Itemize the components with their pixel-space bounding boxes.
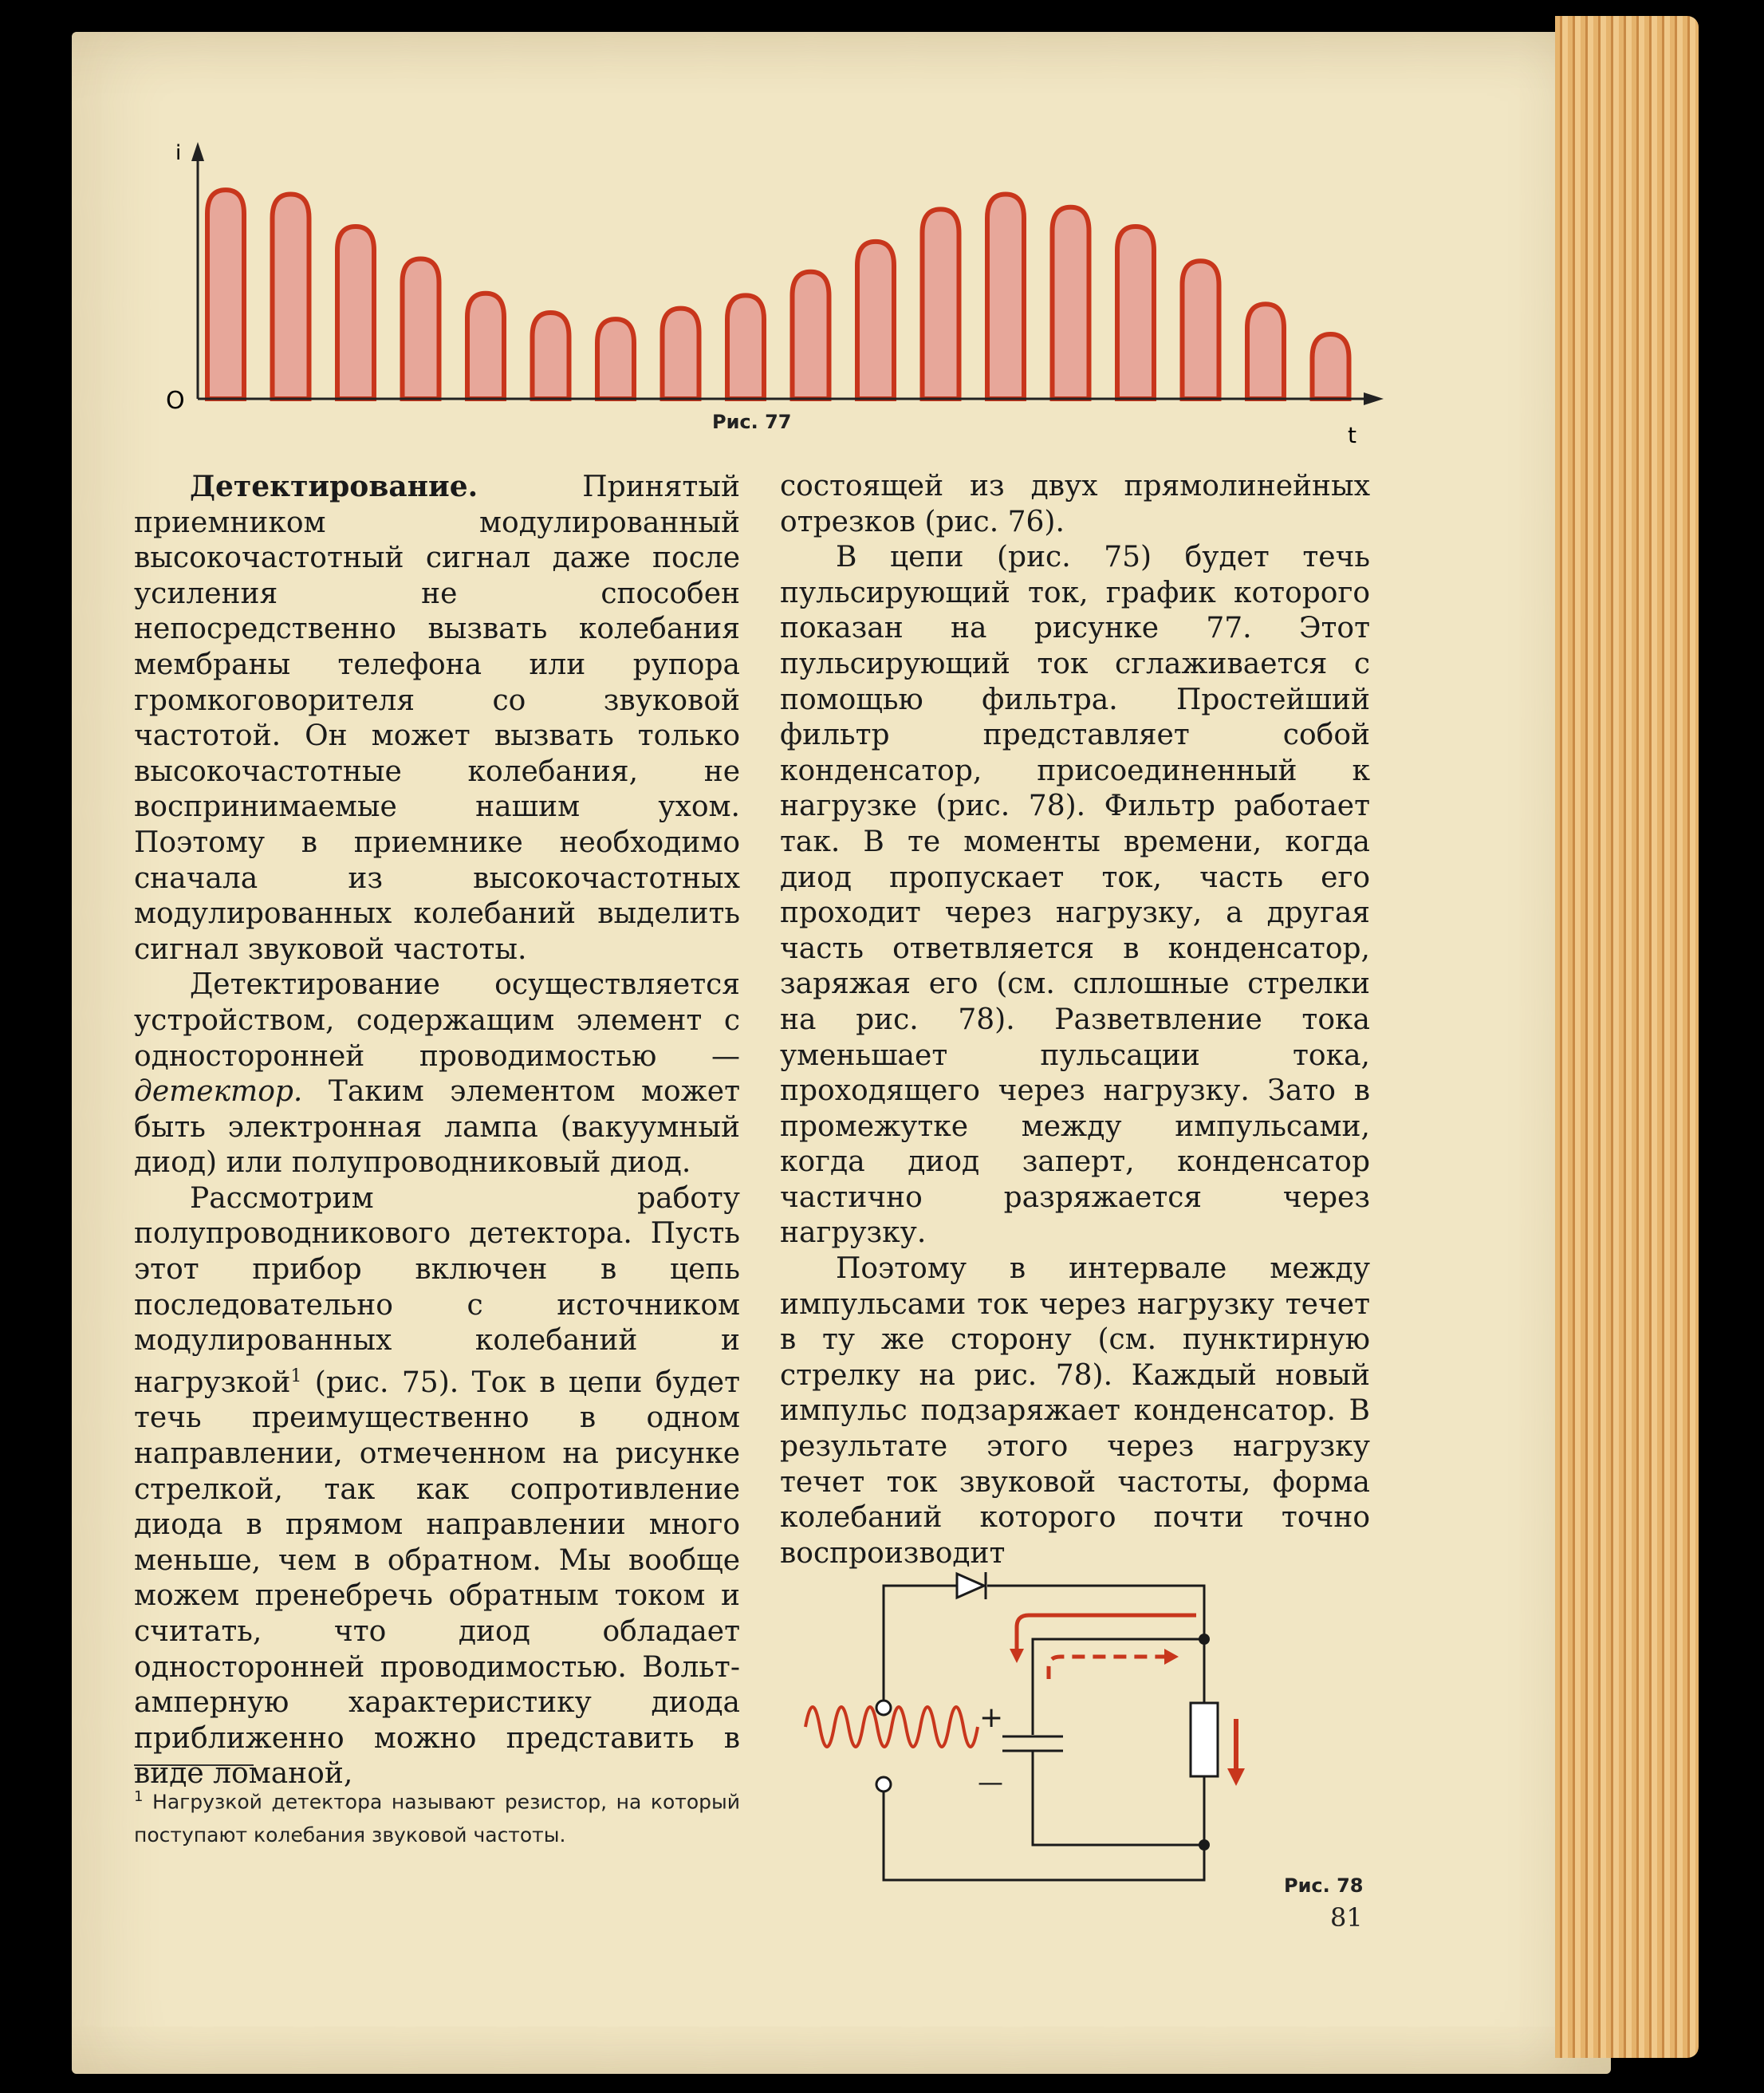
current-pulse bbox=[793, 272, 829, 399]
wire-capacitor-top bbox=[1033, 1639, 1204, 1735]
arrow-head bbox=[1010, 1649, 1024, 1663]
section-title: Детектирование. bbox=[190, 470, 478, 503]
y-axis-label: i bbox=[175, 141, 182, 165]
origin-label: O bbox=[166, 387, 185, 415]
current-pulse bbox=[663, 309, 699, 399]
current-pulse bbox=[1247, 304, 1284, 399]
current-pulse bbox=[403, 259, 439, 400]
modulated-signal-icon bbox=[805, 1707, 978, 1747]
arrow-head bbox=[1164, 1649, 1179, 1665]
current-pulse bbox=[1313, 334, 1349, 399]
page-edges bbox=[1555, 16, 1699, 2058]
paragraph: состоящей из двух прямолинейных отрезков (рис. 76). bbox=[780, 470, 1370, 538]
left-column bbox=[134, 469, 740, 1792]
figure-78-caption: Рис. 78 bbox=[1284, 1874, 1364, 1897]
current-pulse bbox=[207, 190, 244, 399]
minus-sign: — bbox=[978, 1767, 1003, 1797]
x-axis-arrow bbox=[1364, 392, 1384, 405]
wire-top-right bbox=[987, 1586, 1204, 1639]
paragraph: Детектирование осуществляется устройством, содержащим элемент с односторонней проводимостью — детектор. Таким элементом может быть электронная лампа (вакуумный диод) или полупроводниковый диод. bbox=[134, 968, 740, 1180]
plus-sign: + bbox=[979, 1701, 1004, 1734]
page-number: 81 bbox=[1330, 1902, 1363, 1933]
pulse-group bbox=[207, 190, 1349, 399]
current-pulse bbox=[923, 209, 959, 399]
current-pulse bbox=[1053, 207, 1089, 399]
footnote-ref: 1 bbox=[290, 1366, 302, 1386]
dashed-current-arrow bbox=[1049, 1657, 1164, 1679]
arrow-head bbox=[1227, 1768, 1245, 1786]
current-pulse bbox=[727, 295, 764, 399]
resistor-icon bbox=[1191, 1703, 1218, 1776]
current-pulse bbox=[1183, 261, 1219, 399]
junction-node bbox=[1199, 1634, 1210, 1645]
figure-78-circuit bbox=[789, 1559, 1396, 1894]
current-pulse bbox=[1117, 227, 1154, 399]
current-pulse bbox=[337, 227, 374, 399]
diode-icon bbox=[957, 1574, 984, 1598]
paragraph: Рассмотрим работу полупроводникового детектора. Пусть этот прибор включен в цепь последовательно с источником модулированных колебаний и нагрузкой$^1$ (рис. 75). Ток в цепи будет течь преимущественно в одном направлении, отмеченном на рисунке стрелкой, так как сопротивление диода в прямом направлении много меньше, чем в обратном. Мы вообще можем пренебречь обратным током и считать, что диод обладает односторонней проводимостью. Вольт-амперную характеристику диода приближенно можно представить в виде ломаной, bbox=[134, 1181, 740, 1791]
current-pulse bbox=[273, 195, 309, 400]
terminal bbox=[876, 1777, 891, 1791]
current-pulse bbox=[533, 313, 569, 399]
current-pulse bbox=[467, 294, 504, 399]
wire-bottom bbox=[884, 1788, 1204, 1880]
paragraph: В цепи (рис. 75) будет течь пульсирующий ток, график которого показан на рисунке 77. Этот пульсирующий ток сглаживается с помощью фильтра. Простейший фильтр представляет собой конденсатор, присоединенный к нагрузке (рис. 78). Фильтр работает так. В те моменты времени, когда диод пропускает ток, часть его проходит через нагрузку, а другая часть ответвляется в конденсатор, заряжая его (см. сплошные стрелки на рис. 78). Разветвление тока уменьшает пульсации тока, проходящего через нагрузку. Зато в промежутке между импульсами, когда диод заперт, конденсатор частично разряжается через нагрузку. bbox=[780, 541, 1370, 1250]
terminal bbox=[876, 1701, 891, 1715]
junction-node bbox=[1199, 1839, 1210, 1851]
wire-capacitor-bottom bbox=[1033, 1751, 1204, 1845]
paragraph: Поэтому в интервале между импульсами ток через нагрузку течет в ту же сторону (см. пунктирную стрелку на рис. 78). Каждый новый импульс подзаряжает конденсатор. В результате этого через нагрузку течет ток звуковой частоты, форма колебаний которого почти точно воспроизводит bbox=[780, 1252, 1370, 1570]
y-axis-arrow bbox=[191, 142, 204, 161]
footnote: $^1$ Нагрузкой детектора называют резистор, на который поступают колебания звуковой частоты. bbox=[134, 1788, 740, 1847]
current-pulse bbox=[987, 195, 1024, 400]
footnote-rule bbox=[134, 1764, 254, 1766]
paragraph: Детектирование. Принятый приемником модулированный высокочастотный сигнал даже после усиления не способен непосредственно вызвать колебания мембраны телефона или рупора громкоговорителя со звуковой частотой. Он может вызвать только высокочастотные колебания, не воспринимаемые нашим ухом. Поэтому в приемнике необходимо сначала из высокочастотных модулированных колебаний выделить сигнал звуковой частоты. bbox=[134, 470, 740, 966]
wire-top-left bbox=[884, 1586, 957, 1703]
current-pulse bbox=[597, 319, 634, 399]
term-detector: детектор. bbox=[134, 1075, 303, 1109]
figure-77-chart bbox=[152, 136, 1396, 455]
right-column bbox=[780, 469, 1370, 1571]
figure-77-caption: Рис. 77 bbox=[712, 411, 792, 433]
solid-current-arrow bbox=[1017, 1615, 1196, 1654]
current-pulse bbox=[857, 242, 894, 399]
x-axis-label: t bbox=[1348, 422, 1356, 448]
